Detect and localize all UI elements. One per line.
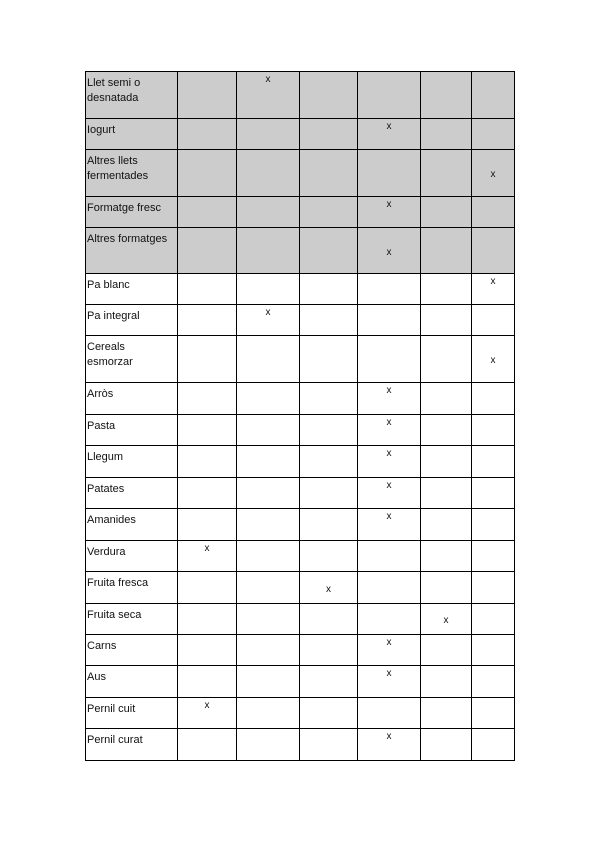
row-label: Pa integral (87, 310, 140, 322)
frequency-cell (421, 415, 472, 446)
row-label: Fruita fresca (87, 577, 149, 589)
frequency-mark: x (443, 615, 449, 626)
frequency-cell (472, 305, 515, 336)
frequency-cell (421, 729, 472, 761)
row-label-cell (86, 541, 178, 572)
frequency-mark: x (386, 121, 392, 132)
frequency-cell (358, 415, 421, 446)
frequency-cell (300, 604, 358, 635)
row-label-cell (86, 274, 178, 305)
frequency-cell (178, 383, 237, 415)
table-row (86, 478, 515, 509)
table-body (86, 72, 515, 761)
frequency-cell (421, 72, 472, 119)
frequency-cell (178, 72, 237, 119)
frequency-cell (472, 572, 515, 604)
table-row (86, 604, 515, 635)
frequency-cell (472, 604, 515, 635)
row-label-cell (86, 572, 178, 604)
frequency-cell (237, 72, 300, 119)
frequency-cell (178, 150, 237, 197)
table-row (86, 383, 515, 415)
frequency-cell (472, 478, 515, 509)
table-row (86, 635, 515, 666)
frequency-cell (237, 197, 300, 228)
frequency-cell (421, 197, 472, 228)
row-label: Altres llets fermentades (87, 155, 149, 182)
table-row (86, 572, 515, 604)
row-label: Verdura (87, 546, 126, 558)
row-label: Aus (87, 671, 106, 683)
frequency-cell (421, 446, 472, 478)
frequency-cell (237, 666, 300, 698)
frequency-cell (300, 698, 358, 729)
frequency-cell (358, 572, 421, 604)
frequency-mark: x (386, 480, 392, 491)
row-label: Altres formatges (87, 233, 168, 245)
row-label-cell (86, 150, 178, 197)
row-label-cell (86, 478, 178, 509)
table-row (86, 197, 515, 228)
frequency-cell (300, 729, 358, 761)
frequency-cell (237, 274, 300, 305)
frequency-cell (358, 228, 421, 274)
frequency-cell (421, 228, 472, 274)
frequency-mark: x (490, 169, 496, 180)
frequency-cell (472, 698, 515, 729)
frequency-cell (421, 383, 472, 415)
frequency-cell (421, 541, 472, 572)
table-row (86, 119, 515, 150)
frequency-cell (237, 509, 300, 541)
frequency-cell (237, 305, 300, 336)
frequency-cell (358, 383, 421, 415)
frequency-cell (300, 541, 358, 572)
frequency-cell (237, 446, 300, 478)
table-row (86, 666, 515, 698)
frequency-mark: x (490, 276, 496, 287)
row-label: Pernil cuit (87, 703, 136, 715)
frequency-cell (421, 119, 472, 150)
frequency-cell (237, 478, 300, 509)
row-label: Fruita seca (87, 609, 142, 621)
frequency-cell (178, 509, 237, 541)
frequency-cell (472, 72, 515, 119)
frequency-mark: x (386, 417, 392, 428)
row-label-cell (86, 666, 178, 698)
frequency-cell (178, 635, 237, 666)
row-label-cell (86, 509, 178, 541)
frequency-cell (472, 274, 515, 305)
frequency-cell (421, 666, 472, 698)
frequency-cell (421, 604, 472, 635)
frequency-cell (358, 541, 421, 572)
frequency-mark: x (386, 246, 392, 258)
frequency-cell (237, 415, 300, 446)
frequency-cell (300, 509, 358, 541)
frequency-cell (300, 478, 358, 509)
row-label: Iogurt (87, 124, 116, 136)
frequency-cell (237, 336, 300, 383)
table-row (86, 509, 515, 541)
frequency-cell (178, 415, 237, 446)
frequency-cell (358, 604, 421, 635)
frequency-mark: x (386, 385, 392, 396)
row-label: Llet semi o desnatada (87, 77, 141, 104)
frequency-mark: x (386, 731, 392, 742)
frequency-cell (237, 698, 300, 729)
frequency-cell (237, 604, 300, 635)
frequency-mark: x (386, 448, 392, 459)
frequency-cell (300, 666, 358, 698)
row-label: Pa blanc (87, 279, 130, 291)
frequency-cell (178, 274, 237, 305)
frequency-cell (472, 336, 515, 383)
frequency-cell (472, 729, 515, 761)
frequency-mark: x (490, 355, 496, 366)
frequency-mark: x (204, 700, 210, 711)
table-row (86, 305, 515, 336)
row-label-cell (86, 604, 178, 635)
frequency-cell (178, 478, 237, 509)
frequency-cell (358, 150, 421, 197)
row-label: Carns (87, 640, 117, 652)
table-row (86, 541, 515, 572)
frequency-cell (421, 150, 472, 197)
frequency-cell (237, 572, 300, 604)
frequency-mark: x (265, 307, 271, 318)
frequency-cell (178, 541, 237, 572)
frequency-cell (358, 336, 421, 383)
frequency-cell (358, 478, 421, 509)
row-label-cell (86, 415, 178, 446)
row-label-cell (86, 446, 178, 478)
row-label-cell (86, 698, 178, 729)
frequency-cell (237, 383, 300, 415)
row-label-cell (86, 72, 178, 119)
frequency-cell (421, 274, 472, 305)
frequency-cell (178, 572, 237, 604)
frequency-mark: x (386, 199, 392, 210)
frequency-cell (300, 305, 358, 336)
frequency-mark: x (204, 543, 210, 554)
row-label-cell (86, 119, 178, 150)
frequency-cell (300, 150, 358, 197)
frequency-cell (237, 150, 300, 197)
table-row (86, 228, 515, 274)
frequency-cell (358, 666, 421, 698)
frequency-cell (421, 572, 472, 604)
frequency-cell (421, 635, 472, 666)
frequency-cell (472, 119, 515, 150)
frequency-cell (300, 119, 358, 150)
frequency-cell (358, 274, 421, 305)
frequency-cell (300, 383, 358, 415)
row-label-cell (86, 228, 178, 274)
row-label-cell (86, 383, 178, 415)
table-row (86, 336, 515, 383)
frequency-cell (358, 729, 421, 761)
frequency-mark: x (386, 511, 392, 522)
frequency-cell (472, 509, 515, 541)
row-label-cell (86, 336, 178, 383)
frequency-cell (300, 572, 358, 604)
frequency-mark: x (386, 637, 392, 648)
frequency-cell (178, 336, 237, 383)
frequency-cell (300, 635, 358, 666)
row-label-cell (86, 635, 178, 666)
frequency-cell (300, 336, 358, 383)
frequency-cell (472, 383, 515, 415)
frequency-cell (358, 305, 421, 336)
frequency-cell (421, 336, 472, 383)
frequency-cell (237, 635, 300, 666)
frequency-cell (178, 305, 237, 336)
row-label-cell (86, 305, 178, 336)
frequency-cell (300, 274, 358, 305)
frequency-cell (178, 228, 237, 274)
frequency-cell (358, 119, 421, 150)
row-label: Arròs (87, 388, 114, 400)
table-row (86, 150, 515, 197)
food-frequency-table (85, 71, 515, 761)
frequency-cell (472, 228, 515, 274)
frequency-cell (237, 729, 300, 761)
frequency-cell (237, 541, 300, 572)
frequency-cell (358, 446, 421, 478)
row-label: Formatge fresc (87, 202, 161, 214)
frequency-cell (178, 604, 237, 635)
frequency-cell (358, 197, 421, 228)
frequency-cell (358, 72, 421, 119)
frequency-mark: x (265, 74, 271, 85)
frequency-cell (421, 478, 472, 509)
frequency-cell (178, 446, 237, 478)
frequency-cell (472, 541, 515, 572)
frequency-cell (300, 228, 358, 274)
frequency-cell (237, 228, 300, 274)
frequency-cell (421, 305, 472, 336)
frequency-cell (300, 197, 358, 228)
table-row (86, 698, 515, 729)
row-label: Patates (87, 483, 125, 495)
frequency-cell (472, 635, 515, 666)
frequency-mark: x (386, 668, 392, 679)
table-row (86, 274, 515, 305)
table-row (86, 729, 515, 761)
frequency-cell (178, 197, 237, 228)
frequency-cell (178, 698, 237, 729)
row-label-cell (86, 197, 178, 228)
frequency-cell (300, 72, 358, 119)
frequency-cell (421, 509, 472, 541)
row-label: Cereals esmorzar (87, 341, 133, 368)
frequency-cell (358, 509, 421, 541)
frequency-cell (178, 666, 237, 698)
frequency-cell (472, 415, 515, 446)
frequency-cell (472, 666, 515, 698)
table-row (86, 415, 515, 446)
frequency-cell (358, 698, 421, 729)
frequency-cell (237, 119, 300, 150)
row-label-cell (86, 729, 178, 761)
table-row (86, 446, 515, 478)
frequency-cell (358, 635, 421, 666)
frequency-cell (472, 197, 515, 228)
frequency-cell (421, 698, 472, 729)
row-label: Amanides (87, 514, 136, 526)
frequency-cell (472, 150, 515, 197)
frequency-mark: x (326, 583, 331, 595)
frequency-cell (300, 446, 358, 478)
table-row (86, 72, 515, 119)
row-label: Pernil curat (87, 734, 143, 746)
frequency-cell (472, 446, 515, 478)
frequency-cell (178, 729, 237, 761)
frequency-cell (300, 415, 358, 446)
row-label: Pasta (87, 420, 116, 432)
frequency-cell (178, 119, 237, 150)
row-label: Llegum (87, 451, 124, 463)
